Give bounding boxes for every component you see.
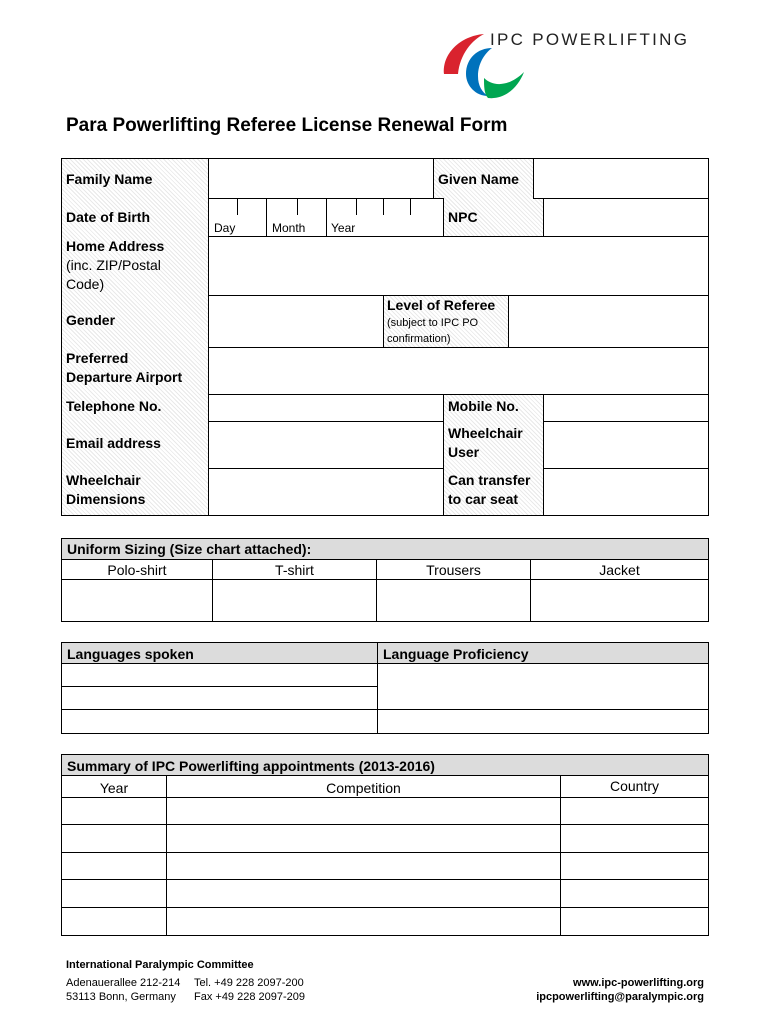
gender-label: Gender [66,312,116,328]
telephone-label: Telephone No. [66,398,162,414]
dob-tick [410,199,411,215]
appointments-header-label: Summary of IPC Powerlifting appointments (2013-2016) [67,758,435,774]
polo-shirt-size-field[interactable] [62,580,212,621]
family-name-field[interactable] [208,158,434,199]
appointment-row[interactable] [62,825,708,852]
gender-field[interactable] [208,295,384,348]
wheelchair-user-label: Wheelchair [448,425,523,441]
footer-address: Adenauerallee 212-214 [66,977,181,989]
given-name-field[interactable] [533,158,709,199]
footer-org: International Paralympic Committee [66,959,254,971]
departure-airport-field[interactable] [208,347,709,395]
language-proficiency-field[interactable] [378,664,708,709]
dob-year-label: Year [331,221,356,235]
dob-day-label: Day [214,221,236,235]
home-address-hint: Code) [66,276,105,292]
wheelchair-dimensions-label: Dimensions [66,491,146,507]
language-proficiency-label: Language Proficiency [383,646,529,662]
dob-tick [356,199,357,215]
footer-website-link[interactable]: www.ipc-powerlifting.org [573,977,704,989]
home-address-field[interactable] [208,236,709,296]
jacket-size-field[interactable] [531,580,708,621]
npc-field[interactable] [543,198,709,237]
level-of-referee-hint: (subject to IPC PO [387,317,479,329]
given-name-label: Given Name [438,171,519,187]
appointments-col-header: Year [99,780,129,796]
dob-tick [297,199,298,215]
home-address-label: Home Address [66,238,165,254]
footer-tel: Tel. +49 228 2097-200 [194,977,304,989]
trousers-size-field[interactable] [377,580,530,621]
departure-airport-label: Preferred [66,350,129,366]
telephone-field[interactable] [208,394,444,422]
t-shirt-size-field[interactable] [213,580,376,621]
dob-label: Date of Birth [66,209,150,225]
appointments-col-header: Competition [326,780,401,796]
uniform-col-header: Polo-shirt [107,562,167,578]
family-name-label: Family Name [66,171,153,187]
language-proficiency-field[interactable] [378,710,708,733]
footer-address: 53113 Bonn, Germany [66,991,176,1003]
dob-tick [237,199,238,215]
appointment-row[interactable] [62,853,708,879]
language-field[interactable] [62,710,377,733]
departure-airport-label: Departure Airport [66,369,183,385]
wheelchair-dimensions-label: Wheelchair [66,472,141,488]
uniform-col-header: Jacket [599,562,640,578]
appointment-row[interactable] [62,798,708,824]
transfer-label: to car seat [448,491,519,507]
uniform-header-label: Uniform Sizing (Size chart attached): [67,541,312,557]
wheelchair-user-field[interactable] [543,421,709,469]
uniform-col-header: Trousers [426,562,481,578]
level-of-referee-hint: confirmation) [387,333,451,345]
wheelchair-user-label: User [448,444,480,460]
home-address-hint: (inc. ZIP/Postal [66,257,161,273]
transfer-label: Can transfer [448,472,531,488]
dob-divider [266,199,267,236]
level-of-referee-field[interactable] [508,295,709,348]
email-label: Email address [66,435,161,451]
email-field[interactable] [208,421,444,469]
dob-tick [383,199,384,215]
npc-label: NPC [448,209,478,225]
transfer-field[interactable] [543,468,709,516]
mobile-field[interactable] [543,394,709,422]
appointment-row[interactable] [62,908,708,935]
dob-divider [326,199,327,236]
footer-email-link[interactable]: ipcpowerlifting@paralympic.org [536,991,704,1003]
uniform-col-header: T-shirt [275,562,314,578]
languages-spoken-label: Languages spoken [67,646,194,662]
wheelchair-dimensions-field[interactable] [208,468,444,516]
language-field[interactable] [62,687,377,709]
level-of-referee-label: Level of Referee [387,297,496,313]
footer-fax: Fax +49 228 2097-209 [194,991,306,1003]
mobile-label: Mobile No. [448,398,519,414]
language-field[interactable] [62,664,377,686]
appointments-col-header: Country [609,778,660,794]
logo [432,26,732,106]
page-title: Para Powerlifting Referee License Renewal Form [66,115,508,136]
logo-text: IPC POWERLIFTING [490,30,690,49]
dob-month-label: Month [272,221,306,235]
appointment-row[interactable] [62,880,708,907]
